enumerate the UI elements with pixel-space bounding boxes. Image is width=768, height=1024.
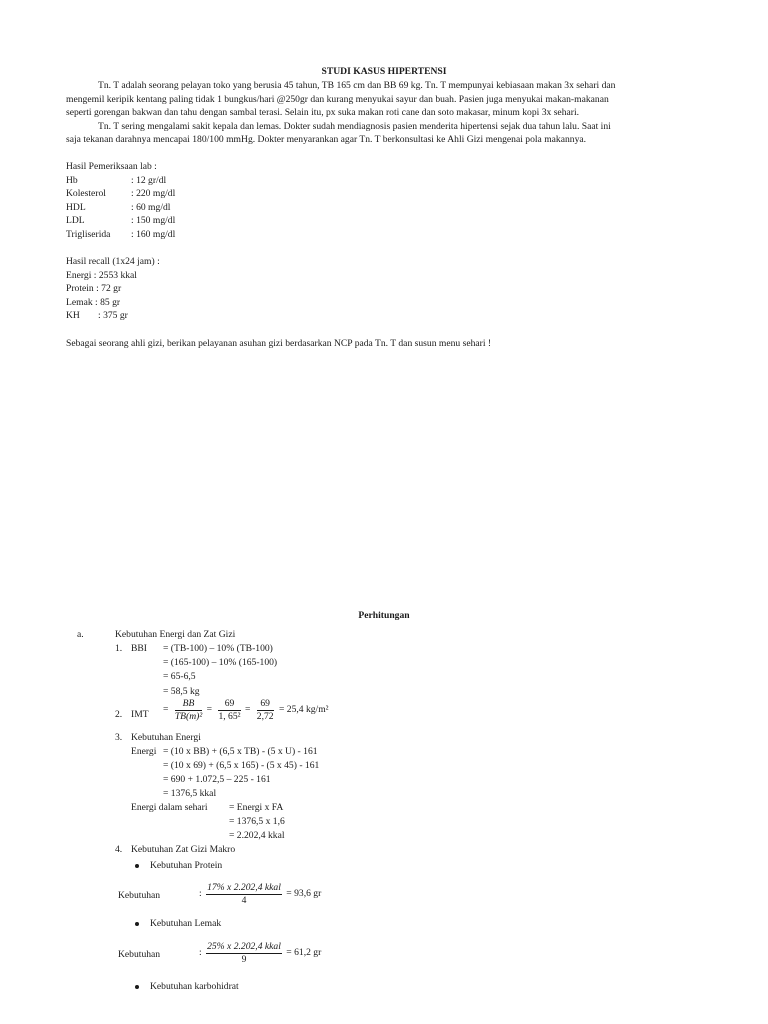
energi-sehari-line-2: = 1376,5 x 1,6 [229,816,285,827]
bbi-number: 1. [115,643,123,654]
paragraph-2-line-2: saja tekanan darahnya mencapai 180/100 mmHg. Dokter menyarankan agar Tn. T berkonsultasi ke Ahli Gizi mengenai pola makannya. [66,134,587,145]
page-title: STUDI KASUS HIPERTENSI [321,66,447,77]
energi-sehari-line-1: = Energi x FA [229,802,284,813]
protein-formula [199,883,321,905]
lab-name-ldl: LDL [66,215,85,226]
imt-fraction-2-denominator: 1, 65² [218,710,241,722]
paragraph-1-line-3: seperti gorengan bakwan dan tahu dengan sambal terasi. Selain itu, px suka makan roti cane dan soto makasar, minum kopi 3x sehari. [66,107,580,118]
imt-fraction-69-272 [257,699,274,721]
bbi-line-4: = 58,5 kg [163,686,200,697]
lab-name-hdl: HDL [66,202,86,213]
protein-fraction-numerator: 17% x 2.202,4 kkal [207,882,281,893]
protein-fraction-denominator: 4 [241,894,247,906]
energi-line-1: = (10 x BB) + (6,5 x TB) - (5 x U) - 161 [163,746,318,757]
section-a-marker: a. [77,629,84,640]
karbohidrat-title: Kebutuhan karbohidrat [150,981,239,992]
bbi-label: BBI [131,643,147,654]
bullet-karbohidrat [135,985,139,989]
lemak-fraction-numerator: 25% x 2.202,4 kkal [207,941,281,952]
lemak-result: = 61,2 gr [286,947,322,959]
section-a-title: Kebutuhan Energi dan Zat Gizi [115,629,236,640]
recall-kh-value: : 375 gr [98,310,128,321]
imt-eq: = [163,704,169,716]
lab-value-trigliserida: : 160 mg/dl [131,229,176,240]
imt-fraction-1-numerator: BB [175,699,202,711]
recall-protein: Protein : 72 gr [66,283,122,294]
energi-line-4: = 1376,5 kkal [163,788,217,799]
lab-value-kolesterol: : 220 mg/dl [131,188,176,199]
energi-line-2: = (10 x 69) + (6,5 x 165) - (5 x 45) - 161 [163,760,320,771]
lemak-fraction [206,942,282,964]
lab-value-hb: : 12 gr/dl [131,175,167,186]
imt-eq-3: = [244,704,251,716]
recall-heading: Hasil recall (1x24 jam) : [66,256,160,267]
imt-fraction-2-numerator: 69 [218,699,240,711]
imt-fraction-bb-tb [175,699,202,721]
paragraph-1-line-2: mengemil keripik kentang paling tidak 1 bungkus/hari @250gr dan kurang menyukai sayur dan buah. Pasien juga menyukai makan-makanan [66,94,609,105]
imt-fraction-3-denominator: 2,72 [256,710,274,722]
protein-label: Kebutuhan [118,890,161,901]
lab-name-hb: Hb [66,175,78,186]
imt-number: 2. [115,709,123,720]
imt-eq-2: = [206,704,213,716]
bbi-line-2: = (165-100) – 10% (165-100) [163,657,278,668]
paragraph-1-line-1: Tn. T adalah seorang pelayan toko yang berusia 45 tahun, TB 165 cm dan BB 69 kg. Tn. T mempunyai kebiasaan makan 3x sehari dan [98,80,616,91]
energi-number: 3. [115,732,123,743]
bullet-lemak [135,922,139,926]
lemak-label: Kebutuhan [118,949,161,960]
lemak-colon: : [199,947,202,959]
imt-label: IMT [131,709,149,720]
protein-fraction [206,883,282,905]
lab-value-ldl: : 150 mg/dl [131,215,176,226]
lemak-title: Kebutuhan Lemak [150,918,222,929]
calc-heading: Perhitungan [358,610,410,621]
energi-label: Energi [131,746,157,757]
protein-result: = 93,6 gr [286,888,322,900]
lab-name-kolesterol: Kolesterol [66,188,106,199]
protein-title: Kebutuhan Protein [150,860,223,871]
imt-formula [163,699,329,721]
imt-result: = 25,4 kg/m² [278,704,329,716]
recall-energi: Energi : 2553 kkal [66,270,137,281]
lemak-fraction-denominator: 9 [241,953,247,965]
energi-title: Kebutuhan Energi [131,732,201,743]
imt-fraction-1-denominator: TB(m)² [174,710,203,722]
makro-number: 4. [115,844,123,855]
energi-line-3: = 690 + 1.072,5 – 225 - 161 [163,774,271,785]
imt-fraction-69-165 [218,699,240,721]
lab-name-trigliserida: Trigliserida [66,229,111,240]
recall-lemak: Lemak : 85 gr [66,297,121,308]
recall-kh-name: KH [66,310,80,321]
makro-title: Kebutuhan Zat Gizi Makro [131,844,236,855]
lemak-formula [199,942,321,964]
bbi-line-1: = (TB-100) – 10% (TB-100) [163,643,273,654]
imt-fraction-3-numerator: 69 [257,699,274,711]
paragraph-2-line-1: Tn. T sering mengalami sakit kepala dan lemas. Dokter sudah mendiagnosis pasien menderita hipertensi sejak dua tahun lalu. Saat ini [98,121,611,132]
bullet-protein [135,864,139,868]
lab-heading: Hasil Pemeriksaan lab : [66,161,157,172]
energi-sehari-line-3: = 2.202,4 kkal [229,830,285,841]
protein-colon: : [199,888,202,900]
instruction-text: Sebagai seorang ahli gizi, berikan pelayanan asuhan gizi berdasarkan NCP pada Tn. T dan susun menu sehari ! [66,338,492,349]
lab-value-hdl: : 60 mg/dl [131,202,171,213]
energi-sehari-label: Energi dalam sehari [131,802,208,813]
bbi-line-3: = 65-6,5 [163,671,196,682]
